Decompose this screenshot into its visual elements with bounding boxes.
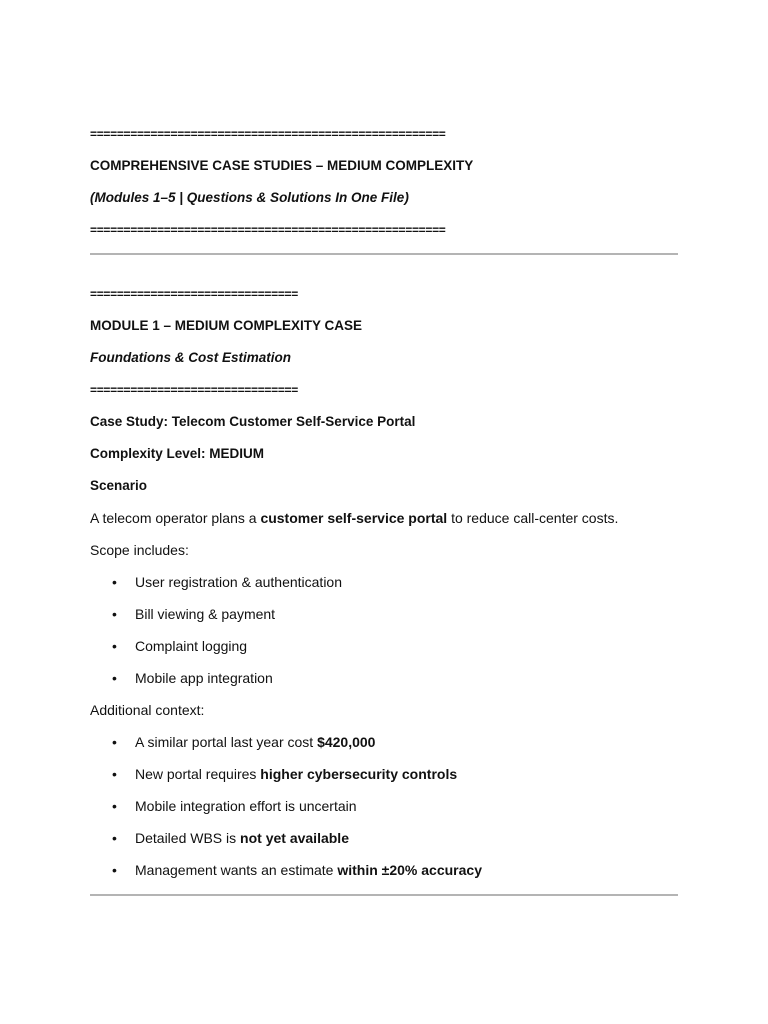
horizontal-rule	[90, 253, 678, 255]
scope-item-text: Mobile app integration	[135, 670, 273, 686]
scenario-heading: Scenario	[90, 478, 148, 493]
context-item-bold: not yet available	[240, 830, 349, 846]
bullet-icon: •	[112, 670, 117, 686]
header-separator-top: =====================================================	[90, 127, 446, 141]
module-title: MODULE 1 – MEDIUM COMPLEXITY CASE	[90, 318, 363, 333]
bullet-icon: •	[112, 574, 117, 590]
horizontal-rule	[90, 894, 678, 896]
scope-item-text: Complaint logging	[135, 638, 248, 654]
context-label: Additional context:	[90, 702, 205, 718]
bullet-icon: •	[112, 798, 117, 814]
header-separator-bottom: =====================================================	[90, 223, 446, 237]
bullet-icon: •	[112, 606, 117, 622]
scenario-paragraph	[90, 509, 618, 527]
bullet-icon: •	[112, 862, 117, 878]
complexity-level: Complexity Level: MEDIUM	[90, 446, 265, 461]
module-separator-top: ===============================	[90, 287, 298, 301]
module-subtitle: Foundations & Cost Estimation	[90, 350, 291, 365]
bullet-icon: •	[112, 766, 117, 782]
context-item-bold: $420,000	[317, 734, 376, 750]
bullet-icon: •	[112, 638, 117, 654]
context-item-text: Management wants an estimate	[135, 862, 338, 878]
bullet-icon: •	[112, 830, 117, 846]
scenario-text-pre: A telecom operator plans a	[90, 510, 261, 526]
context-item-text: Detailed WBS is	[135, 830, 241, 846]
scope-item-text: Bill viewing & payment	[135, 606, 276, 622]
document-title: COMPREHENSIVE CASE STUDIES – MEDIUM COMPLEXITY	[90, 158, 474, 173]
scope-item-text: User registration & authentication	[135, 574, 342, 590]
module-separator-bottom: ===============================	[90, 383, 298, 397]
document-subtitle: (Modules 1–5 | Questions & Solutions In One File)	[90, 190, 409, 205]
context-item-bold: within ±20% accuracy	[337, 862, 482, 878]
context-item-bold: higher cybersecurity controls	[260, 766, 458, 782]
context-item-text: A similar portal last year cost	[135, 734, 318, 750]
scope-label: Scope includes:	[90, 542, 189, 558]
scenario-text-bold: customer self-service portal	[260, 510, 448, 526]
case-study-title: Case Study: Telecom Customer Self-Service Portal	[90, 414, 416, 429]
bullet-icon: •	[112, 734, 117, 750]
context-item-text: New portal requires	[135, 766, 261, 782]
context-item-text: Mobile integration effort is uncertain	[135, 798, 357, 814]
scenario-text-post: to reduce call-center costs.	[447, 510, 619, 526]
